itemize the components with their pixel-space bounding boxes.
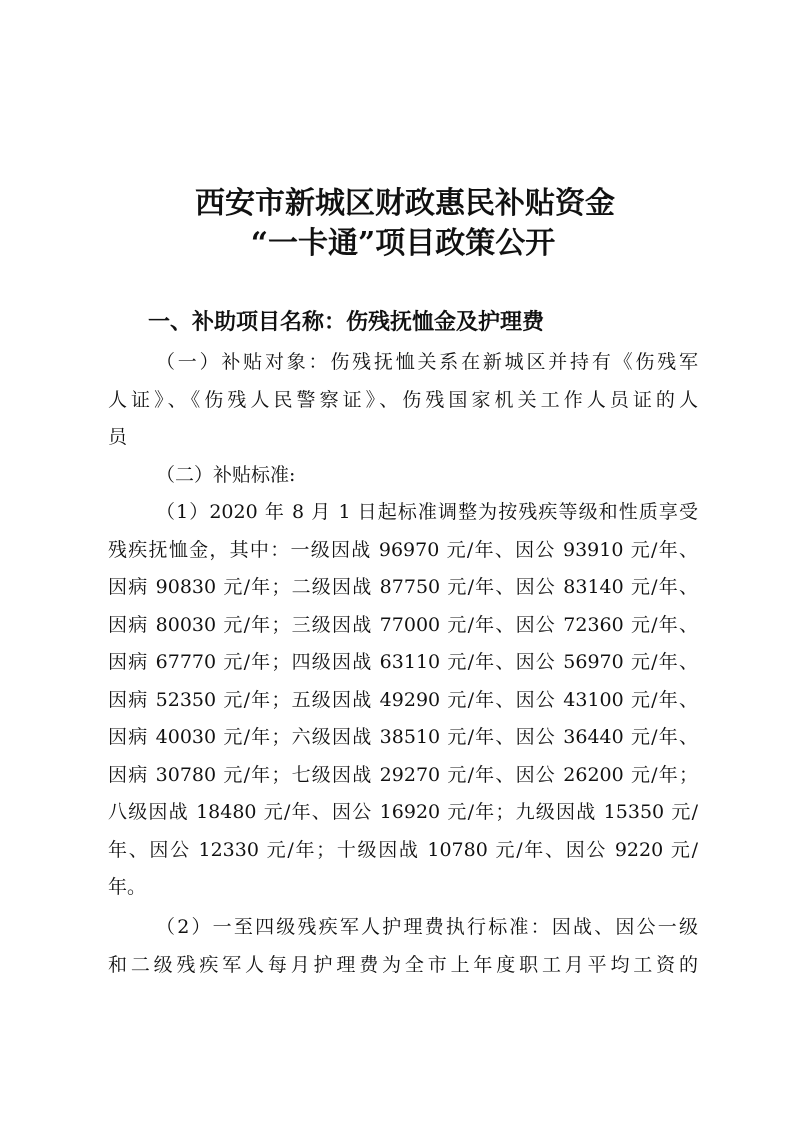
paragraph-line: 因病 67770 元/年；四级因战 63110 元/年、因公 56970 元/年、 bbox=[108, 651, 698, 673]
paragraph-line: 因病 40030 元/年；六级因战 38510 元/年、因公 36440 元/年、 bbox=[108, 726, 698, 748]
paragraph-line: （1）2020 年 8 月 1 日起标准调整为按残疾等级和性质享受 bbox=[156, 501, 698, 523]
subsidy-target-paragraph bbox=[108, 344, 698, 457]
paragraph-line: 因病 30780 元/年；七级因战 29270 元/年、因公 26200 元/年； bbox=[108, 763, 698, 786]
paragraph-line: 因病 80030 元/年；三级因战 77000 元/年、因公 72360 元/年、 bbox=[108, 613, 698, 636]
paragraph-line: 员 bbox=[108, 426, 128, 448]
paragraph-line: （二）补贴标准: bbox=[156, 464, 296, 486]
subsidy-standard-label bbox=[108, 457, 698, 495]
document-title-line-2: “一卡通”项目政策公开 bbox=[250, 226, 556, 261]
paragraph-line: 年。 bbox=[108, 876, 147, 898]
document-title-line-1: 西安市新城区财政惠民补贴资金 bbox=[195, 186, 615, 221]
paragraph-line: 和二级残疾军人每月护理费为全市上年度职工月平均工资的 bbox=[108, 953, 698, 976]
paragraph-line: 年、因公 12330 元/年；十级因战 10780 元/年、因公 9220 元/ bbox=[108, 838, 698, 861]
standard-item-2-paragraph bbox=[108, 909, 698, 984]
paragraph-line: 因病 52350 元/年；五级因战 49290 元/年、因公 43100 元/年、 bbox=[108, 688, 698, 711]
paragraph-line: （2）一至四级残疾军人护理费执行标准：因战、因公一级 bbox=[156, 916, 698, 938]
section-heading: 一、补助项目名称：伤残抚恤金及护理费 bbox=[148, 310, 545, 335]
paragraph-line: 因病 90830 元/年；二级因战 87750 元/年、因公 83140 元/年、 bbox=[108, 576, 698, 598]
standard-item-1-paragraph bbox=[108, 494, 698, 907]
paragraph-line: 残疾抚恤金，其中：一级因战 96970 元/年、因公 93910 元/年、 bbox=[108, 538, 698, 561]
paragraph-line: （一）补贴对象：伤残抚恤关系在新城区并持有《伤残军 bbox=[156, 351, 698, 373]
paragraph-line: 人证》、《伤残人民警察证》、伤残国家机关工作人员证的人 bbox=[108, 388, 698, 411]
paragraph-line: 八级因战 18480 元/年、因公 16920 元/年；九级因战 15350 元/ bbox=[108, 801, 698, 823]
